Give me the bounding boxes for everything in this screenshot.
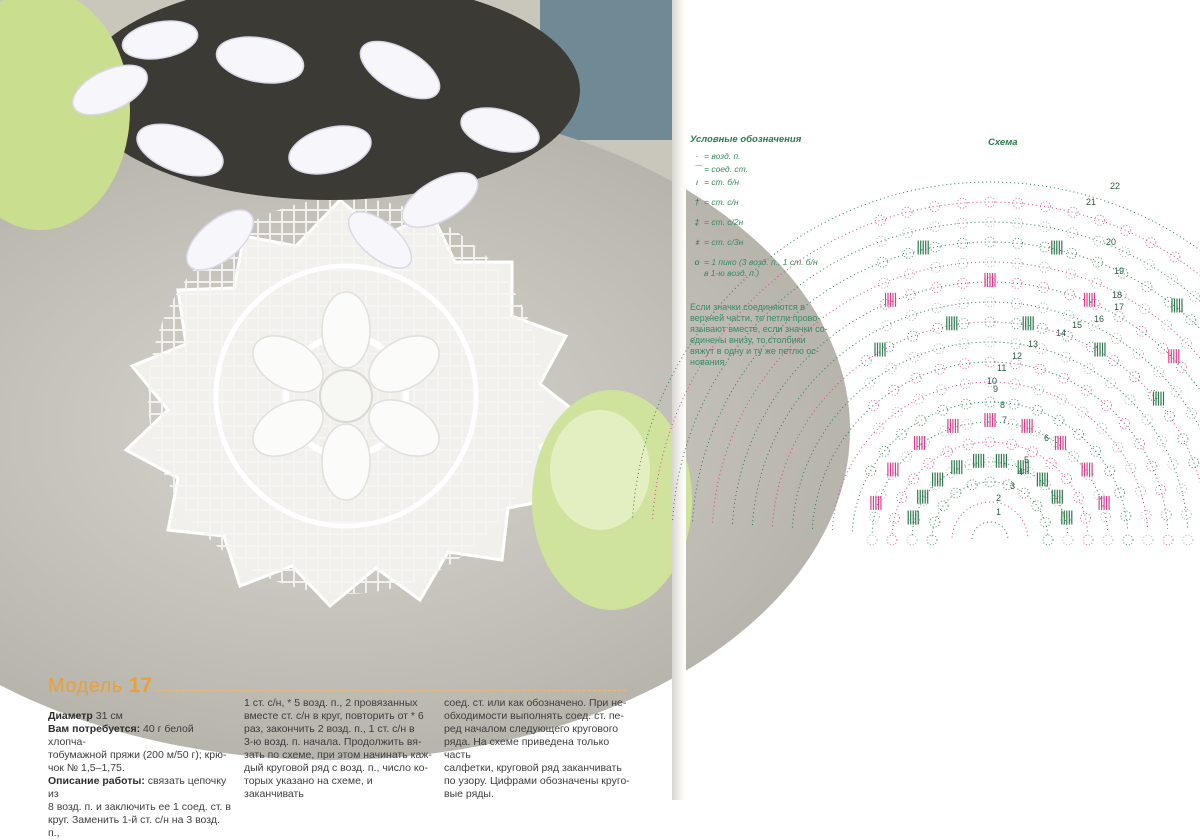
schema-loop [1123,535,1133,545]
legend-label: = 1 пико (3 возд. п., 1 ст. б/н [704,257,818,267]
row-number: 20 [1106,237,1117,247]
schema-loop [1011,319,1021,329]
schema-row-numbers [987,181,1124,517]
schema-loop [929,202,939,212]
schema-loop [1084,364,1094,374]
schema-loop [934,344,944,354]
schema-loop [1137,326,1147,336]
legend [690,134,840,281]
schema-loop [1068,207,1078,217]
schema-loop [958,238,968,248]
text-line: обходимости выполнять соед. ст. пе- [444,710,624,722]
schema-loop [1078,407,1088,417]
schema-loop [892,407,902,417]
double-crochet-symbol-icon: † [694,197,700,207]
schema-loop [903,248,913,258]
legend-item-chain [690,151,840,162]
schema-loop [1102,401,1112,411]
text-line: вместе ст. с/н в круг, повторить от * 6 [244,710,424,722]
schema-loop [916,416,926,426]
schema-loop [913,394,923,404]
schema-loop [1097,423,1107,433]
schema-loop [931,283,941,293]
schema-loop [1161,510,1171,520]
work-line: связать цепочку из [48,775,227,800]
text-line: раз, закончить 2 возд. п., 1 ст. с/н в [244,723,415,735]
row-number: 18 [1112,290,1123,300]
schema-loop [1067,248,1077,258]
row-number: 2 [996,493,1002,503]
schema-loop [1040,222,1050,232]
row-number: 21 [1086,197,1097,207]
schema-loop [1043,535,1053,545]
materials-line: тобумажной пряжи (200 м/50 г); крю- [48,749,227,761]
work-line: круг. Заменить 1-й ст. с/н на 3 возд. п., [48,814,220,839]
schema-loop [1121,226,1131,236]
schema-loop [1039,262,1049,272]
schema-loop [1012,258,1022,268]
row-number: 12 [1012,351,1023,361]
row-number: 22 [1110,181,1121,191]
text-line: 1 ст. с/н, * 5 возд. п., 2 провязанных [244,697,418,709]
legend-label: = ст. с/2н [704,217,744,227]
schema-loop [985,217,995,227]
legend-label: = соед. ст. [704,164,748,174]
single-crochet-symbol-icon: ı [695,177,699,187]
schema-loop [1032,501,1042,511]
schema-arc [792,342,1187,528]
schema-loop [882,321,892,331]
schema-loop [907,535,917,545]
legend-item-slip-stitch [690,164,840,175]
stitch-note [690,302,840,368]
schema-loop [879,278,889,288]
text-line: дый круговой ряд с возд. п., число ко- [244,762,428,774]
materials-line: чок № 1,5–1,75. [48,762,125,774]
materials-label: Вам потребуется: [48,723,141,735]
double-treble-symbol-icon: ⧧ [694,237,700,247]
schema-loop [1143,535,1153,545]
text-line: салфетки, круговой ряд заканчивать [444,762,622,774]
note-line: нования. [690,357,728,367]
schema-loop [1101,512,1111,522]
diameter-label: Диаметр [48,710,93,722]
note-line: язывают вместе, если значки со- [690,324,828,334]
row-number: 6 [1044,433,1050,443]
text-line: зать по схеме, при этом начинать каж- [244,749,432,761]
row-number: 9 [993,384,999,394]
legend-label: = возд. п. [704,151,741,161]
schema-loop [1157,436,1167,446]
work-label: Описание работы: [48,775,145,787]
schema-loop [886,364,896,374]
schema-loop [1073,493,1083,503]
row-number: 14 [1056,328,1067,338]
text-line: соед. ст. или как обозначено. При не- [444,697,627,709]
schema-loop [1041,202,1051,212]
model-heading [48,674,152,704]
row-number: 10 [987,376,998,386]
schema-loop [935,364,945,374]
schema-loop [1183,535,1193,545]
schema-loop [1106,378,1116,388]
schema-loop [959,319,969,329]
schema-loop [896,429,906,439]
schema-loop [873,423,883,433]
schema-loop [985,457,995,467]
text-line: вые ряды. [444,788,494,800]
schema-loop [1093,257,1103,267]
schema-loop [1176,484,1186,494]
chain-symbol-icon: · [695,151,699,161]
schema-loop [1142,415,1152,425]
row-number: 5 [1024,455,1030,465]
schema-loop [897,493,907,503]
schema-loop [1010,379,1020,389]
row-number: 19 [1114,266,1125,276]
diameter-value: 31 см [95,710,123,722]
row-number: 15 [1072,320,1083,330]
schema-loop [905,290,915,300]
schema-loop [957,198,967,208]
schema-loop [1126,463,1136,473]
row-number: 11 [997,363,1007,373]
schema-loop [1081,385,1091,395]
schema-loop [1146,238,1156,248]
schema-loop [1167,275,1177,285]
schema-loop [1161,320,1171,330]
schema-loop [1178,434,1188,444]
text-line: 3-ю возд. п. начала. Продолжить вя- [244,736,422,748]
legend-item-treble-crochet [690,217,840,228]
schema-loop [1170,252,1180,262]
schema-arc [812,362,1167,529]
note-line: верхней части, то петли прово- [690,313,821,323]
legend-label: = ст. с/3н [704,237,744,247]
legend-label: = ст. с/н [704,197,739,207]
description-column-3 [444,697,630,801]
doily-photo [0,0,672,660]
schema-loop [875,215,885,225]
schema-loop [932,303,942,313]
schema-loop [1062,474,1072,484]
work-line: 8 возд. п. и заключить ее 1 соед. ст. в [48,801,231,813]
schema-arc [872,422,1108,533]
text-line: ряда. На схеме приведена только часть [444,736,610,761]
schema-loop [930,242,940,252]
schema-arc [832,382,1147,530]
schema-loop [1065,290,1075,300]
schema-loop [1019,488,1029,498]
schema-loop [1083,535,1093,545]
model-word: Модель [48,675,123,697]
schema-loop [1164,411,1174,421]
schema-loop [889,385,899,395]
schema-loop [1187,408,1197,418]
schema-loop [1081,513,1091,523]
schema-loop [1189,458,1199,468]
row-number: 17 [1114,302,1125,312]
text-line: ред началом следующего кругового [444,723,619,735]
schema-loop [960,359,970,369]
schema-loop [985,257,995,267]
schema-loop [1147,461,1157,471]
schema-loop [927,535,937,545]
schema-loop [930,222,940,232]
schema-loop [1046,458,1056,468]
legend-label: = ст. б/н [704,177,740,187]
treble-crochet-symbol-icon: ‡ [694,217,700,227]
schema-loop [1094,236,1104,246]
schema-loop [887,535,897,545]
schema-loop [961,399,971,409]
schema-loop [1013,218,1023,228]
schema-loop [890,513,900,523]
schema-loop [943,447,953,457]
schema-loop [1130,372,1140,382]
schema-loop [985,437,995,447]
schema-loop [930,517,940,527]
note-line: вяжут в одну и ту же петлю ос- [690,346,819,356]
schema-loop [866,466,876,476]
crochet-schema-diagram [860,145,1200,575]
legend-item-picot [690,257,840,279]
schema-loop [1142,282,1152,292]
schema-loop [1113,442,1123,452]
green-hydrangea [532,390,692,610]
page-spine [672,0,686,800]
schema-loop [963,440,973,450]
schema-loop [1063,535,1073,545]
row-number: 13 [1028,339,1039,349]
row-number: 16 [1094,314,1105,324]
schema-loop [1068,452,1078,462]
schema-arc [932,482,1048,536]
schema-loop [869,512,879,522]
legend-title: Условные обозначения [690,134,802,145]
schema-loop [985,477,995,487]
schema-loop [962,419,972,429]
legend-item-single-crochet [690,177,840,188]
row-number: 4 [1018,467,1024,477]
schema-loop [933,323,943,333]
row-number: 8 [1000,400,1006,410]
text-line: по узору. Цифрами обозначены круго- [444,775,630,787]
text-line: торых указано на схеме, и заканчивать [244,775,373,800]
schema-loop [906,310,916,320]
schema-loop [958,278,968,288]
schema-marks [861,197,1199,545]
schema-loop [1034,385,1044,395]
schema-loop [967,480,977,490]
schema-arc [892,442,1088,534]
schema-loop [1103,535,1113,545]
schema-loop [1007,440,1017,450]
schema-loop [904,269,914,279]
schema-loop [1039,283,1049,293]
crochet-schema [860,145,1200,575]
schema-title: Схема [988,137,1018,148]
picot-symbol-icon: o [694,257,700,267]
schema-loop [985,297,995,307]
note-line: единены внизу, то столбики [690,335,806,345]
schema-arc [972,522,1008,539]
schema-loop [1095,215,1105,225]
description-column-1 [48,710,232,840]
title-divider [156,690,626,691]
schema-loop [1067,228,1077,238]
row-number: 7 [1002,415,1008,425]
schema-loop [1168,459,1178,469]
schema-loop [902,207,912,217]
slip-stitch-symbol-icon: ⌒ [692,164,702,174]
schema-loop [938,405,948,415]
doily-photo-illustration [0,0,672,660]
materials-line: 40 г белой хлопча- [48,723,194,748]
schema-loop [1135,439,1145,449]
schema-loop [985,337,995,347]
note-line: Если значки соединяются в [690,302,806,312]
schema-loop [1035,364,1045,374]
schema-arc [952,502,1028,538]
legend-item-double-crochet [690,197,840,208]
schema-loop [1064,310,1074,320]
schema-loop [1158,343,1168,353]
schema-loop [1139,304,1149,314]
schema-loop [1163,535,1173,545]
schema-loop [1144,260,1154,270]
legend-item-double-treble [690,237,840,248]
legend-label: в 1-ю возд. п.) [704,268,760,278]
row-number: 1 [996,507,1002,517]
schema-loop [985,197,995,207]
schema-loop [867,535,877,545]
row-number: 3 [1010,481,1016,491]
schema-loop [1133,349,1143,359]
schema-loop [1119,247,1129,257]
model-number: 17 [128,674,153,697]
schema-loop [1165,297,1175,307]
schema-loop [951,488,961,498]
schema-loop [1037,323,1047,333]
description-column-2 [244,697,434,801]
schema-loop [877,257,887,267]
schema-loop [908,331,918,341]
